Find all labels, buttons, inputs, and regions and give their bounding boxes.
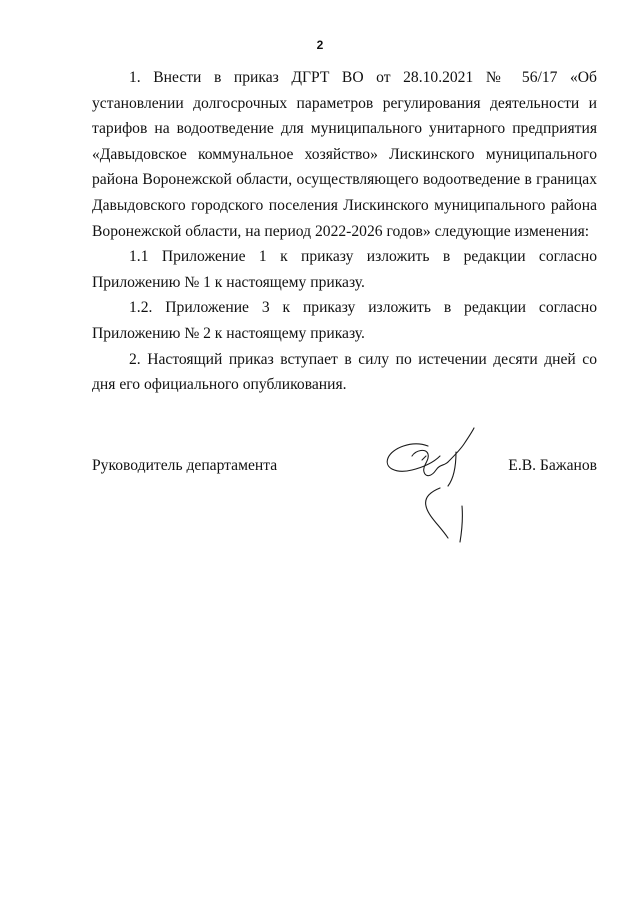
handwritten-signature-icon [382, 426, 482, 544]
signatory-name: Е.В. Бажанов [508, 457, 597, 474]
paragraph-1-1-appendix-1: 1.1 Приложение 1 к приказу изложить в редакции согласно Приложению № 1 к настоящему приказу. [92, 248, 597, 291]
paragraph-1-amendment: 1. Внести в приказ ДГРТ ВО от 28.10.2021 № 56/17 «Об установлении долгосрочных параметров регулирования деятельности и тарифов на водоотведение для муниципального унитарного предприятия «Давыдовское коммунальное хозяйство» Лискинского муниципального района Воронежской области, осуществляющего водоотведение в границах Давыдовского городского поселения Лискинского муниципального района Воронежской области, на период 2022-2026 годов» следующие изменения: [92, 69, 597, 240]
page-number: 2 [316, 38, 324, 52]
paragraph-2-effective-date: 2. Настоящий приказ вступает в силу по истечении десяти дней со дня его официального опубликования. [92, 350, 597, 394]
signatory-position: Руководитель департамента [92, 457, 278, 474]
signature-block [92, 453, 597, 479]
paragraph-1-2-appendix-3: 1.2. Приложение 3 к приказу изложить в редакции согласно Приложению № 2 к настоящему приказу. [92, 299, 597, 342]
order-body [92, 65, 597, 398]
